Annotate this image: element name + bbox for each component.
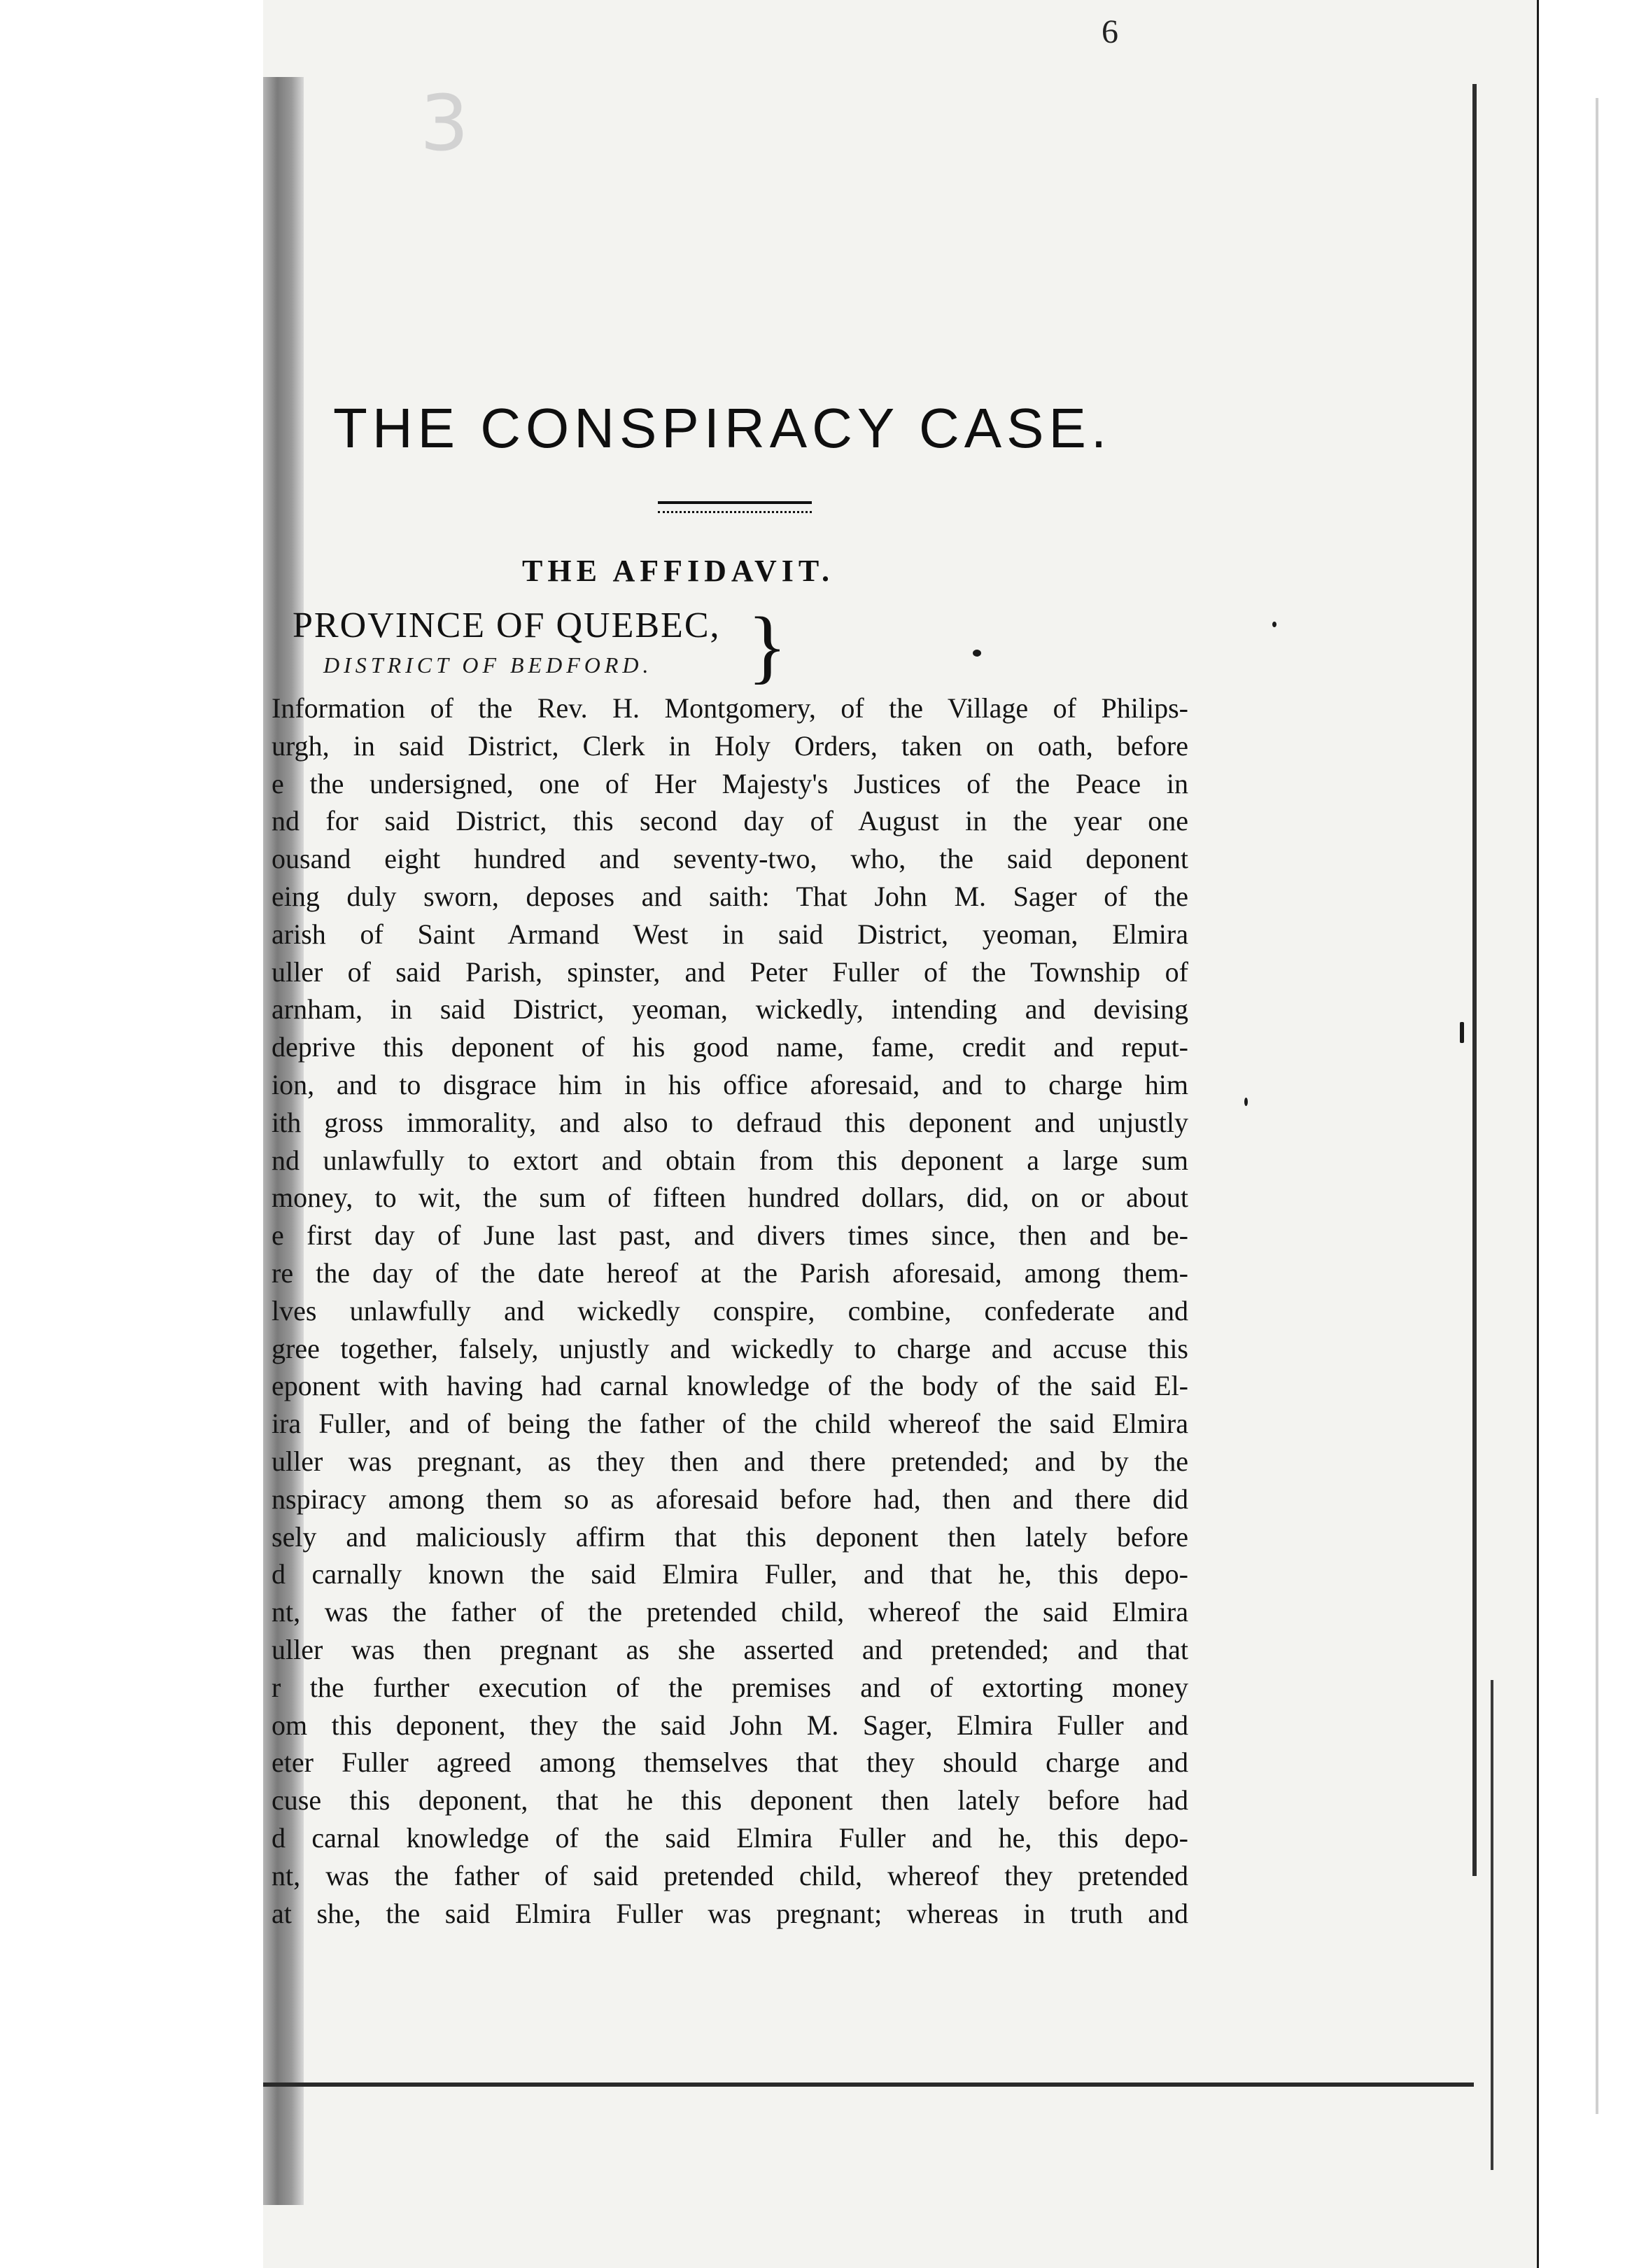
body-line: nspiracy among them so as aforesaid before had, then and there did bbox=[272, 1483, 1188, 1515]
affidavit-body bbox=[272, 690, 1188, 1932]
body-line: at she, the said Elmira Fuller was pregnant; whereas in truth and bbox=[272, 1897, 1188, 1929]
body-line: eponent with having had carnal knowledge of the body of the said El- bbox=[272, 1370, 1188, 1402]
body-line: money, to wit, the sum of fifteen hundred dollars, did, on or about bbox=[272, 1182, 1188, 1214]
pencil-annotation: 3 bbox=[420, 78, 469, 168]
ink-speck bbox=[1244, 1098, 1248, 1106]
body-line: arnham, in said District, yeoman, wickedly, intending and devising bbox=[272, 993, 1188, 1026]
body-line: eing duly sworn, deposes and saith: That John M. Sager of the bbox=[272, 880, 1188, 912]
body-line: nd unlawfully to extort and obtain from this deponent a large sum bbox=[272, 1144, 1188, 1176]
body-line: r the further execution of the premises and of extorting money bbox=[272, 1671, 1188, 1703]
body-line: nt, was the father of said pretended child, whereof they pretended bbox=[272, 1859, 1188, 1891]
district-heading: DISTRICT OF BEDFORD. bbox=[323, 652, 653, 678]
page-number-mark: 6 bbox=[1102, 13, 1118, 50]
body-line: urgh, in said District, Clerk in Holy Orders, taken on oath, before bbox=[272, 729, 1188, 762]
title-ornament bbox=[658, 501, 812, 513]
body-line: arish of Saint Armand West in said District, yeoman, Elmira bbox=[272, 918, 1188, 950]
province-heading: PROVINCE OF QUEBEC, bbox=[293, 606, 721, 645]
body-line: Information of the Rev. H. Montgomery, of the Village of Philips- bbox=[272, 692, 1188, 724]
body-line: uller was then pregnant as she asserted and pretended; and that bbox=[272, 1633, 1188, 1665]
body-line: e first day of June last past, and divers times since, then and be- bbox=[272, 1219, 1188, 1252]
right-border bbox=[1590, 0, 1646, 2268]
ink-speck bbox=[973, 650, 981, 657]
body-line: gree together, falsely, unjustly and wickedly to charge and accuse this bbox=[272, 1332, 1188, 1364]
right-edge-rule-lower bbox=[1491, 1680, 1493, 2170]
body-line: deprive this deponent of his good name, fame, credit and reput- bbox=[272, 1031, 1188, 1063]
body-line: nt, was the father of the pretended child, whereof the said Elmira bbox=[272, 1596, 1188, 1628]
body-line: cuse this deponent, that he this deponent then lately before had bbox=[272, 1784, 1188, 1816]
body-line: nd for said District, this second day of August in the year one bbox=[272, 805, 1188, 837]
ink-speck bbox=[1272, 622, 1276, 627]
body-line: uller of said Parish, spinster, and Peter Fuller of the Township of bbox=[272, 955, 1188, 988]
body-line: e the undersigned, one of Her Majesty's Justices of the Peace in bbox=[272, 767, 1188, 799]
body-line: om this deponent, they the said John M. Sager, Elmira Fuller and bbox=[272, 1709, 1188, 1741]
body-line: uller was pregnant, as they then and there pretended; and by the bbox=[272, 1445, 1188, 1477]
body-line: re the day of the date hereof at the Parish aforesaid, among them- bbox=[272, 1256, 1188, 1289]
body-line: ira Fuller, and of being the father of the child whereof the said Elmira bbox=[272, 1408, 1188, 1440]
body-line: d carnal knowledge of the said Elmira Fuller and he, this depo- bbox=[272, 1821, 1188, 1854]
right-edge-rule bbox=[1472, 84, 1477, 1876]
body-line: d carnally known the said Elmira Fuller, and that he, this depo- bbox=[272, 1558, 1188, 1590]
body-line: lves unlawfully and wickedly conspire, combine, confederate and bbox=[272, 1294, 1188, 1326]
ink-speck bbox=[1460, 1022, 1464, 1043]
body-line: eter Fuller agreed among themselves that they should charge and bbox=[272, 1746, 1188, 1779]
page-title: THE CONSPIRACY CASE. bbox=[333, 397, 1112, 459]
body-line: ousand eight hundred and seventy-two, who, the said deponent bbox=[272, 843, 1188, 875]
body-line: ith gross immorality, and also to defraud this deponent and unjustly bbox=[272, 1106, 1188, 1138]
body-line: ion, and to disgrace him in his office aforesaid, and to charge him bbox=[272, 1068, 1188, 1100]
right-page-edge bbox=[1537, 0, 1592, 2268]
bottom-rule bbox=[263, 2082, 1474, 2087]
left-margin bbox=[0, 0, 263, 2268]
body-line: sely and maliciously affirm that this deponent then lately before bbox=[272, 1520, 1188, 1553]
brace-bracket: } bbox=[747, 600, 787, 692]
section-heading: THE AFFIDAVIT. bbox=[522, 554, 835, 588]
